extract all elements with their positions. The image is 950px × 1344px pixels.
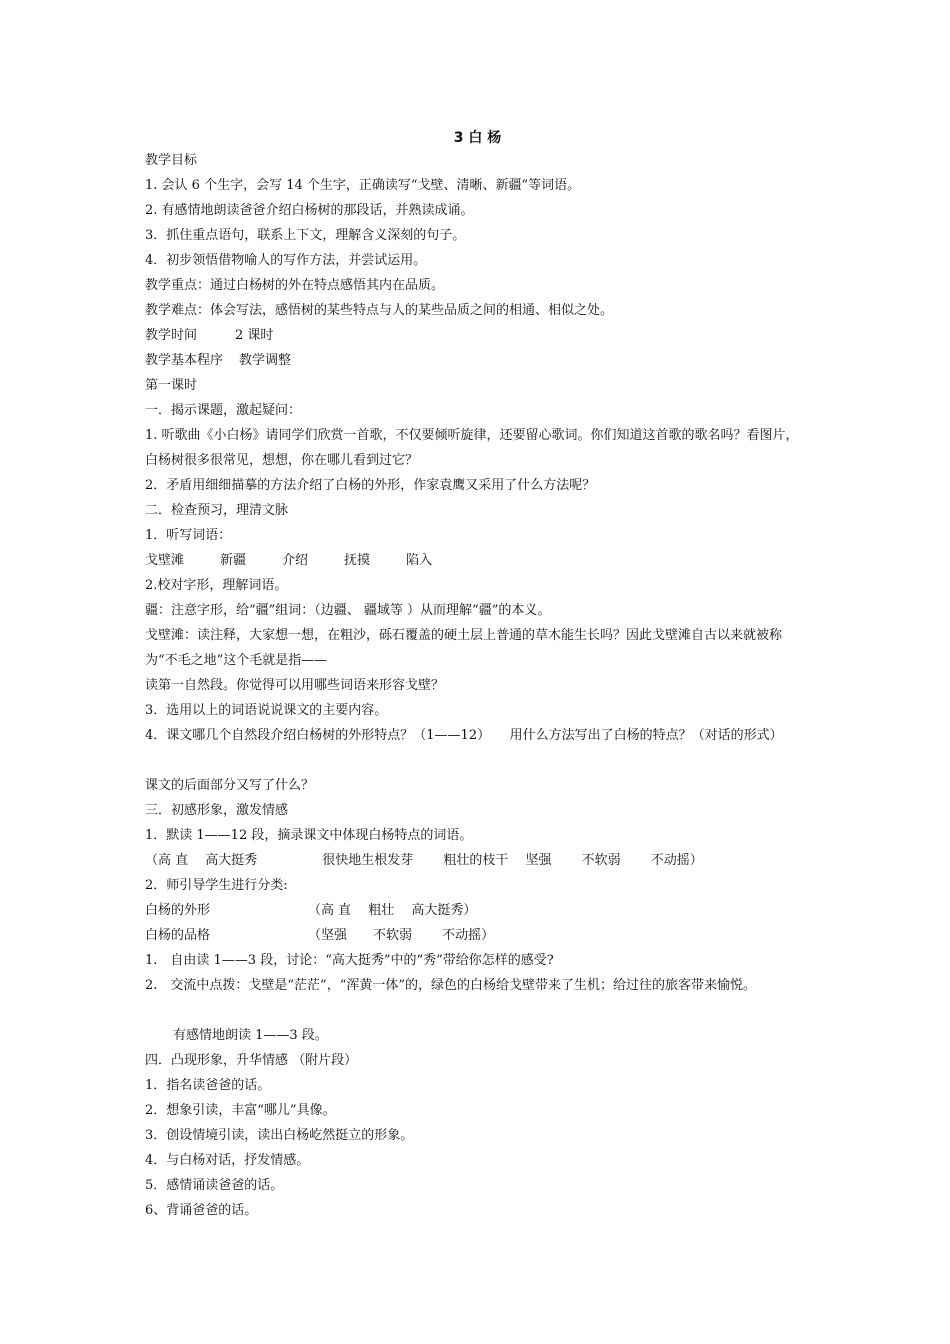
text-line: 1．听写词语： xyxy=(145,528,232,543)
text-line xyxy=(145,898,476,923)
text-line: 1．指名读爸爸的话。 xyxy=(145,1078,271,1093)
text-line xyxy=(145,348,291,373)
text-line: 1．默读 1——12 段，摘录课文中体现白杨特点的词语。 xyxy=(145,828,473,843)
text-line: 2.校对字形，理解词语。 xyxy=(145,578,288,593)
text-line: 读第一自然段。你觉得可以用哪些词语来形容戈壁？ xyxy=(145,678,445,693)
text-line: 5．感情诵读爸爸的话。 xyxy=(145,1178,284,1193)
paragraph: 4．课文哪几个自然段介绍白杨树的外形特点？（1——12） 用什么方法写出了白杨的特点？（对话的形式） xyxy=(145,728,783,743)
text-line: （高 直 高大挺秀 很快地生根发芽 粗壮的枝干 坚强 不软弱 不动摇） xyxy=(145,853,703,868)
text-line: 教学难点：体会写法，感悟树的某些特点与人的某些品质之间的相通、相似之处。 xyxy=(145,303,614,318)
paragraph: 戈壁滩：读注释，大家想一想，在粗沙，砾石覆盖的硬土层上普通的草木能生长吗？因此戈壁滩自古以来就被称为“不毛之地”这个毛就是指—— xyxy=(145,628,783,668)
label: 教学基本程序 xyxy=(145,353,224,368)
word: 陷入 xyxy=(406,553,433,568)
label: 白杨的品格 xyxy=(145,928,211,943)
section-heading: 一．揭示课题，激起疑问： xyxy=(145,403,302,418)
word: 抚摸 xyxy=(344,553,371,568)
text-line: 6、背诵爸爸的话。 xyxy=(145,1203,258,1218)
section-heading: 二．检查预习，理清文脉 xyxy=(145,503,289,518)
paragraph: 2. 交流中点拨：戈壁是“茫茫”，“浑黄一体”的，绿色的白杨给戈壁带来了生机；给过往的旅客带来愉悦。 xyxy=(145,978,756,993)
paragraph: 1. 听歌曲《小白杨》请同学们欣赏一首歌，不仅要倾听旋律，还要留心歌词。你们知道这首歌的歌名吗？看图片，白杨树很多很常见，想想，你在哪儿看到过它？ xyxy=(145,428,799,468)
value: 2 课时 xyxy=(235,328,274,343)
text-line: 3．抓住重点语句，联系上下文，理解含义深刻的句子。 xyxy=(145,228,466,243)
text-line: 2．矛盾用细细描摹的方法介绍了白杨的外形，作家袁鹰又采用了什么方法呢？ xyxy=(145,478,596,493)
text-line: 3．创设情境引读，读出白杨屹然挺立的形象。 xyxy=(145,1128,414,1143)
value: （高 直 粗壮 高大挺秀） xyxy=(308,903,477,918)
word: 戈壁滩 xyxy=(145,553,185,568)
text-line: 课文的后面部分又写了什么？ xyxy=(145,778,315,793)
word: 新疆 xyxy=(220,553,247,568)
text-line xyxy=(145,323,273,348)
word: 介绍 xyxy=(282,553,309,568)
text-line: 2．想象引读，丰富“哪儿”具像。 xyxy=(145,1103,336,1118)
text-line xyxy=(145,923,494,948)
section-heading: 四．凸现形象，升华情感 （附片段） xyxy=(145,1053,358,1068)
text-line: 教学重点：通过白杨树的外在特点感悟其内在品质。 xyxy=(145,278,445,293)
value: （坚强 不软弱 不动摇） xyxy=(308,928,495,943)
text-line: 2．师引导学生进行分类: xyxy=(145,878,288,893)
text-line: 1. 自由读 1——3 段，讨论：“高大挺秀”中的“秀”带给你怎样的感受? xyxy=(145,953,554,968)
text-line: 3．选用以上的词语说说课文的主要内容。 xyxy=(145,703,388,718)
text-line: 2. 有感情地朗读爸爸介绍白杨树的那段话，并熟读成诵。 xyxy=(145,203,474,218)
text-line: 4．初步领悟借物喻人的写作方法，并尝试运用。 xyxy=(145,253,427,268)
page-title: 3 白 杨 xyxy=(453,130,502,146)
label: 白杨的外形 xyxy=(145,903,211,918)
text-line: 4．与白杨对话，抒发情感。 xyxy=(145,1153,310,1168)
text-line: 1. 会认 6 个生字，会写 14 个生字，正确读写“戈壁、清晰、新疆”等词语。 xyxy=(145,178,581,193)
text-line: 教学目标 xyxy=(145,153,198,168)
value: 教学调整 xyxy=(239,353,292,368)
text-line: 有感情地朗读 1——3 段。 xyxy=(173,1028,328,1043)
section-heading: 三．初感形象，激发情感 xyxy=(145,803,289,818)
word-list xyxy=(145,548,432,573)
label: 教学时间 xyxy=(145,328,198,343)
text-line: 疆：注意字形，给“疆”组词：（边疆、 疆域等 ）从而理解“疆”的本义。 xyxy=(145,603,551,618)
text-line: 第一课时 xyxy=(145,378,198,393)
